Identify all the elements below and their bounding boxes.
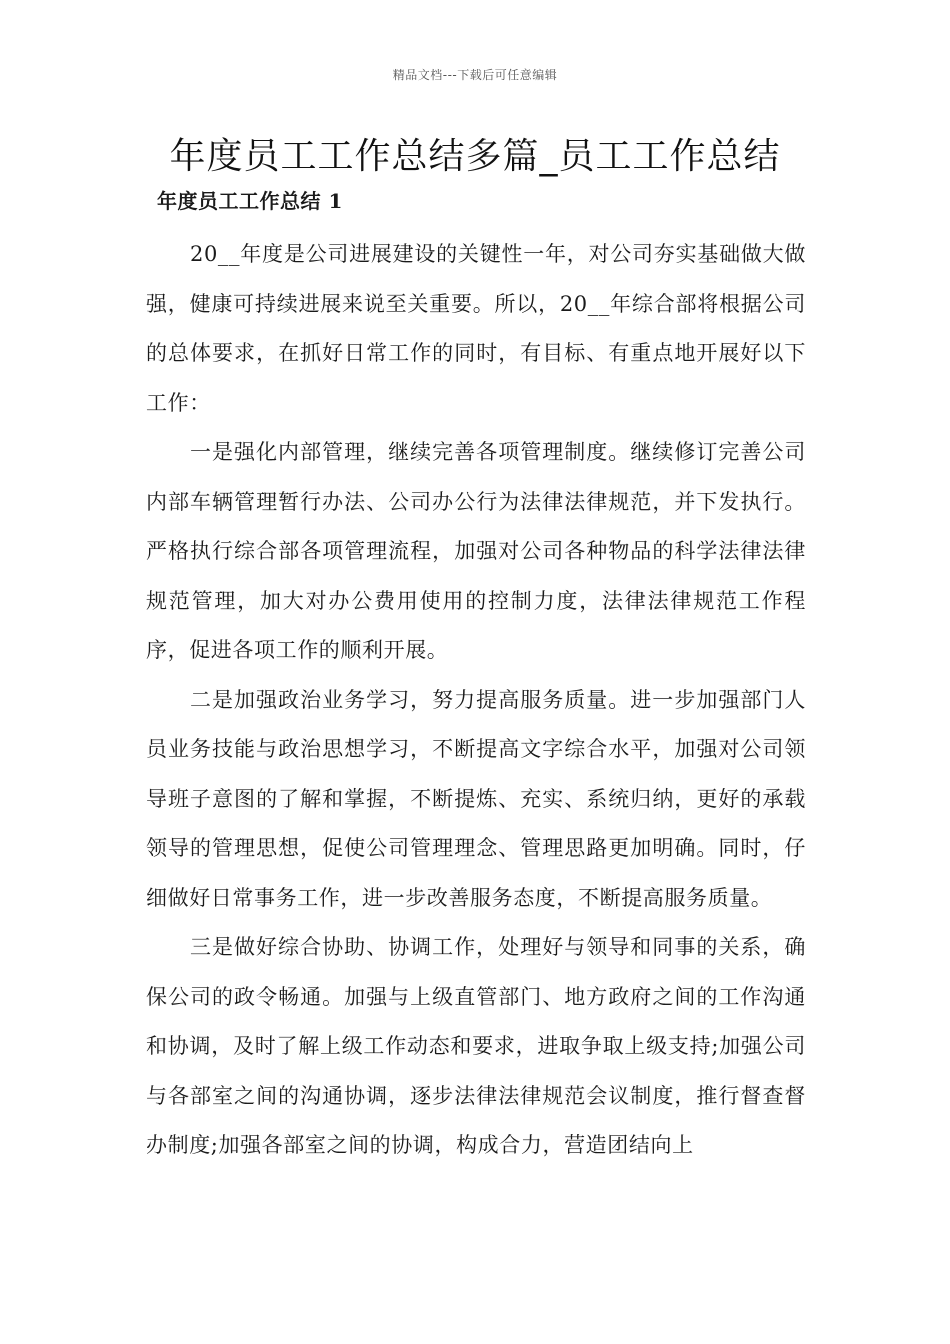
header-note: 精品文档---下载后可任意编辑 [392,68,558,82]
paragraph: 三是做好综合协助、协调工作，处理好与领导和同事的关系，确保公司的政令畅通。加强与上级直管部门、地方政府之间的工作沟通和协调，及时了解上级工作动态和要求，进取争取上级支持;加强公司与各部室之间的沟通协调，逐步法律法律规范会议制度，推行督查督办制度;加强各部室之间的协调，构成合力，营造团结向上 [146,935,806,1157]
section-heading: 年度员工工作总结 1 [157,189,343,213]
paragraph: 二是加强政治业务学习，努力提高服务质量。进一步加强部门人员业务技能与政治思想学习，不断提高文字综合水平，加强对公司领导班子意图的了解和掌握，不断提炼、充实、系统归纳，更好的承载领导的管理思想，促使公司管理理念、管理思路更加明确。同时，仔细做好日常事务工作，进一步改善服务态度，不断提高服务质量。 [146,687,806,910]
document-title: 年度员工工作总结多篇_员工工作总结 [169,136,781,177]
paragraph: 20__年度是公司进展建设的关键性一年，对公司夯实基础做大做强，健康可持续进展来说至关重要。所以，20__年综合部将根据公司的总体要求，在抓好日常工作的同时，有目标、有重点地开展好以下工作： [146,242,806,415]
document-body [146,230,806,1171]
paragraph: 一是强化内部管理，继续完善各项管理制度。继续修订完善公司内部车辆管理暂行办法、公司办公行为法律法律规范，并下发执行。严格执行综合部各项管理流程，加强对公司各种物品的科学法律法律规范管理，加大对办公费用使用的控制力度，法律法律规范工作程序，促进各项工作的顺利开展。 [146,440,806,662]
